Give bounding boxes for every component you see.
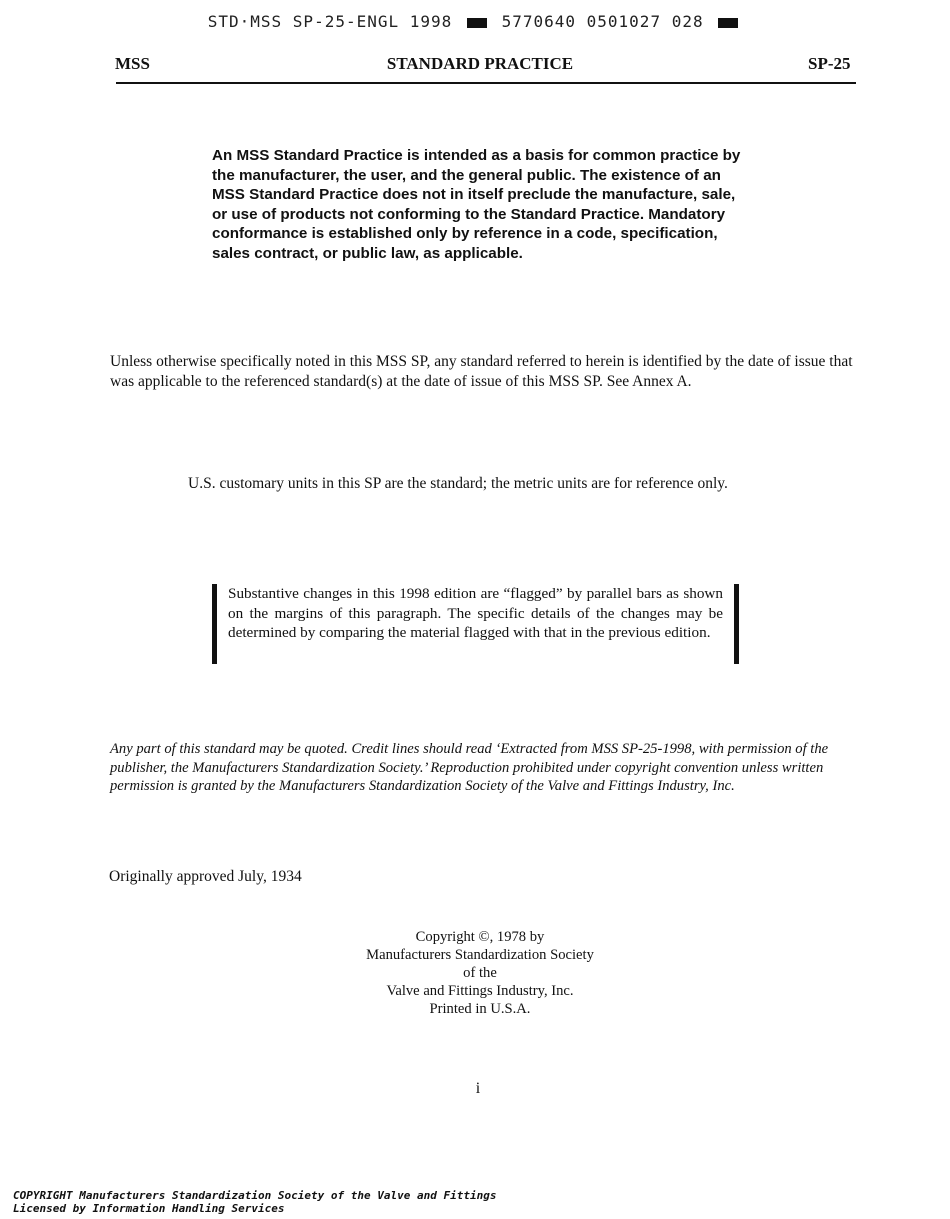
copyright-line: Printed in U.S.A. [429, 1001, 531, 1017]
copyright-block [330, 928, 630, 1018]
scan-header-code [0, 12, 950, 31]
header-rule [116, 82, 856, 84]
units-paragraph: U.S. customary units in this SP are the standard; the metric units are for reference only. [188, 475, 728, 492]
footer-line: COPYRIGHT Manufacturers Standardization Society of the Valve and Fittings [13, 1189, 497, 1202]
header-right: SP-25 [808, 54, 851, 73]
license-footer [13, 1190, 496, 1215]
flagged-changes-box [212, 584, 739, 664]
copyright-line: Copyright ©, 1978 by [415, 929, 545, 945]
flagged-changes-paragraph: Substantive changes in this 1998 edition are “flagged” by parallel bars as shown on the margins of this paragraph. The specific details of the changes may be determined by comparing the material flagged with that in the previous edition. [228, 585, 723, 641]
standard-practice-notice: An MSS Standard Practice is intended as a basis for common practice by the manufacturer, the user, and the general public. The existence of an MSS Standard Practice does not in itself preclude the manufacture, sale, or use of products not conforming to the Standard Practice. Mandatory conformance is established only by reference in a code, specification, sales contract, or public law, as applicable. [212, 147, 741, 262]
copyright-line: of the [463, 965, 497, 981]
header-left: MSS [115, 54, 150, 73]
block-mark-icon [467, 18, 487, 28]
scan-code-secondary: 5770640 0501027 028 [501, 12, 704, 31]
footer-line: Licensed by Information Handling Services [13, 1201, 285, 1215]
reference-paragraph: Unless otherwise specifically noted in this MSS SP, any standard referred to herein is identified by the date of issue that was applicable to the referenced standard(s) at the date of issue of this MSS SP. See Annex A. [110, 353, 853, 390]
change-bar-right [734, 584, 739, 664]
block-mark-icon [718, 18, 738, 28]
header-title: STANDARD PRACTICE [386, 54, 574, 73]
copyright-line: Manufacturers Standardization Society [366, 947, 594, 963]
quotation-permission-paragraph: Any part of this standard may be quoted. Credit lines should read ‘Extracted from MSS SP-25-1998, with permission of the publisher, the Manufacturers Standardization Society.’ Reproduction prohibited under copyright convention unless written permission is granted by the Manufacturers Standardization Society of the Valve and Fittings Industry, Inc. [110, 741, 829, 795]
page-number: i [475, 1080, 481, 1097]
scan-code-primary: STD·MSS SP-25-ENGL 1998 [207, 12, 453, 31]
original-approval-date: Originally approved July, 1934 [109, 868, 302, 885]
copyright-line: Valve and Fittings Industry, Inc. [386, 983, 574, 999]
change-bar-left [212, 584, 217, 664]
